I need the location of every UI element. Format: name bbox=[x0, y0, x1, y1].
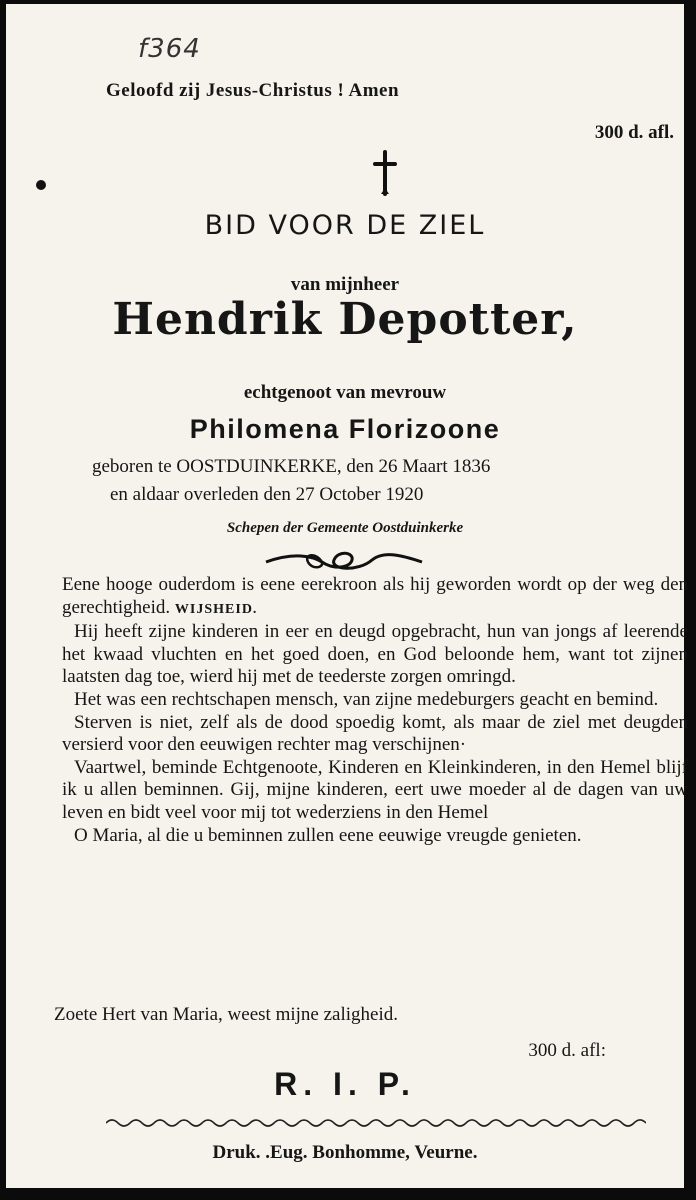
paragraph-4: Sterven is niet, zelf als de dood spoedig komt, als maar de ziel met deugden versierd voor den eeuwigen rechter mag verschijnen· bbox=[62, 711, 688, 756]
role-line: Schepen der Gemeente Oostduinkerke bbox=[226, 520, 464, 536]
ink-dot bbox=[36, 180, 46, 190]
paragraph-3: Het was een rechtschapen mensch, van zijne medeburgers geacht en bemind. bbox=[74, 688, 659, 710]
prayer-line: Geloofd zij Jesus-Christus ! Amen bbox=[106, 80, 400, 101]
van-mijnheer: van mijnheer bbox=[290, 274, 400, 295]
indulgence-bottom: 300 d. afl: bbox=[528, 1040, 606, 1061]
spouse-intro: echtgenoot van mevrouw bbox=[243, 382, 447, 403]
heading: BID VOOR DE ZIEL bbox=[204, 210, 486, 241]
paragraph-1 bbox=[62, 574, 688, 621]
handwritten-number: f364 bbox=[138, 34, 201, 64]
born-line: geboren te OOSTDUINKERKE, den 26 Maart 1836 bbox=[92, 456, 491, 477]
paragraph-2: Hij heeft zijne kinderen in eer en deugd opgebracht, hun van jongs af leerende het kwaad vluchten en het goed doen, en God beloonde hem, want tot zijnen laatsten dag toe, wierd hij met de teederste zorgen omringd. bbox=[62, 621, 688, 688]
printer-line: Druk. .Eug. Bonhomme, Veurne. bbox=[212, 1142, 478, 1163]
wavy-rule bbox=[106, 1116, 646, 1130]
cross-icon bbox=[372, 150, 398, 196]
paragraph-1-text: Eene hooge ouderdom is eene eerekroon als hij geworden wordt op der weg den gerechtigheid. bbox=[62, 574, 688, 618]
quote-source: WIJSHEID. bbox=[174, 601, 258, 617]
spouse-name: Philomena Florizoone bbox=[189, 414, 501, 444]
memorial-card bbox=[6, 4, 688, 1188]
paragraph-6: O Maria, al die u beminnen zullen eene eeuwige vreugde genieten. bbox=[74, 824, 582, 846]
text-body bbox=[62, 574, 688, 847]
closing-prayer: Zoete Hert van Maria, weest mijne zaligheid. bbox=[54, 1004, 398, 1025]
died-line: en aldaar overleden den 27 October 1920 bbox=[110, 484, 424, 505]
rip: R. I. P. bbox=[274, 1066, 416, 1102]
indulgence-top: 300 d. afl. bbox=[594, 122, 674, 143]
deceased-name: Hendrik Depotter, bbox=[112, 294, 578, 345]
paragraph-5: Vaartwel, beminde Echtgenoote, Kinderen en Kleinkinderen, in den Hemel blijf ik u allen beminnen. Gij, mijne kinderen, eert uwe moeder al de dagen van uw leven en bidt veel voor mij tot wederziens in den Hemel bbox=[62, 756, 688, 823]
ornament-divider bbox=[264, 548, 424, 574]
